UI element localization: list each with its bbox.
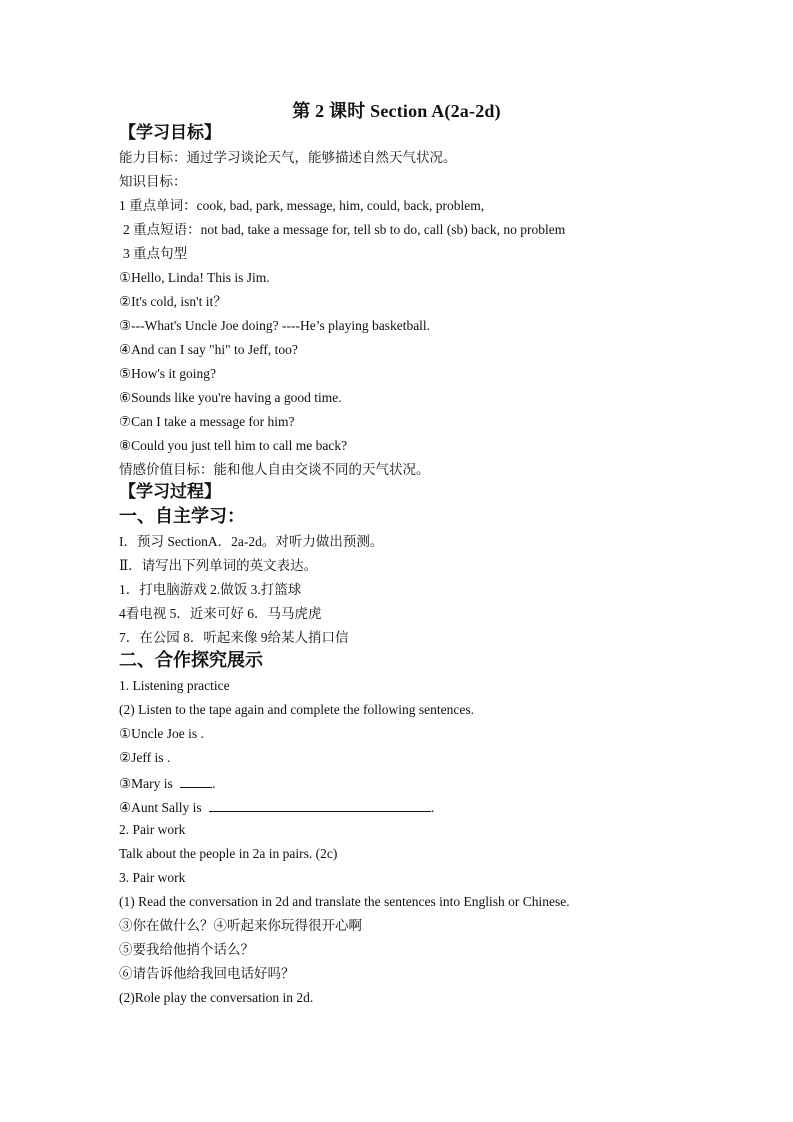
fill-item-text: ③Mary is <box>119 776 173 791</box>
translate-intro: Ⅱ．请写出下列单词的英文表达。 <box>119 558 318 573</box>
section-self-study-header: 一、自主学习： <box>119 506 245 527</box>
section-cooperation-header: 二、合作探究展示 <box>119 650 263 671</box>
read-instruction: (1) Read the conversation in 2d and translate the sentences into English or Chinese. <box>119 894 570 909</box>
listening-instruction: (2) Listen to the tape again and complete the following sentences. <box>119 702 475 717</box>
pair-work-title: 2. Pair work <box>119 822 186 837</box>
page-title: 第 2 课时 Section A(2a-2d) <box>292 101 501 121</box>
vocab-line: 1．打电脑游戏 2.做饭 3.打篮球 <box>119 582 302 597</box>
sentence-item: ⑧Could you just tell him to call me back? <box>119 438 348 453</box>
sentence-item: ⑦Can I take a message for him? <box>119 414 295 429</box>
answer-blank[interactable] <box>209 797 431 812</box>
fill-item-sally: ④Aunt Sally is . <box>119 797 434 817</box>
translate-line: ③你在做什么？④听起来你玩得很开心啊 <box>119 918 362 933</box>
pair-work-title: 3. Pair work <box>119 870 186 885</box>
listening-title: 1. Listening practice <box>119 678 230 693</box>
ability-goal: 能力目标：通过学习谈论天气，能够描述自然天气状况。 <box>119 150 457 165</box>
key-words: 1 重点单词：cook, bad, park, message, him, could, back, problem, <box>119 198 485 213</box>
sentence-item: ①Hello, Linda! This is Jim. <box>119 270 270 285</box>
translate-line: ⑤要我给他捎个话么？ <box>119 942 254 957</box>
fill-item-text: ④Aunt Sally is <box>119 800 202 815</box>
sentence-item: ②It's cold, isn't it？ <box>119 294 227 309</box>
role-play-instruction: (2)Role play the conversation in 2d. <box>119 990 314 1005</box>
emotion-goal: 情感价值目标：能和他人自由交谈不同的天气状况。 <box>119 462 430 477</box>
knowledge-goal: 知识目标： <box>119 174 187 189</box>
fill-item: ②Jeff is . <box>119 750 171 765</box>
sentence-item: ⑤How's it going? <box>119 366 217 381</box>
process-header: 【学习过程】 <box>119 482 221 501</box>
vocab-line: 7．在公园 8．听起来像 9给某人捎口信 <box>119 630 349 645</box>
preview-task: I．预习 SectionA．2a-2d。对听力做出预测。 <box>119 534 384 549</box>
answer-blank[interactable] <box>180 773 212 788</box>
fill-item: ①Uncle Joe is . <box>119 726 204 741</box>
sentence-item: ③---What's Uncle Joe doing? ----He’s playing basketball. <box>119 318 431 333</box>
pair-instruction: Talk about the people in 2a in pairs. (2c) <box>119 846 338 861</box>
key-sentences-label: 3 重点句型 <box>123 246 188 261</box>
fill-item-mary: ③Mary is . <box>119 773 215 793</box>
sentence-item: ⑥Sounds like you're having a good time. <box>119 390 342 405</box>
key-phrases: 2 重点短语：not bad, take a message for, tell sb to do, call (sb) back, no problem <box>123 222 566 237</box>
vocab-line: 4看电视 5．近来可好 6．马马虎虎 <box>119 606 322 621</box>
translate-line: ⑥请告诉他给我回电话好吗？ <box>119 966 295 981</box>
sentence-item: ④And can I say "hi" to Jeff, too? <box>119 342 298 357</box>
goals-header: 【学习目标】 <box>119 123 221 142</box>
